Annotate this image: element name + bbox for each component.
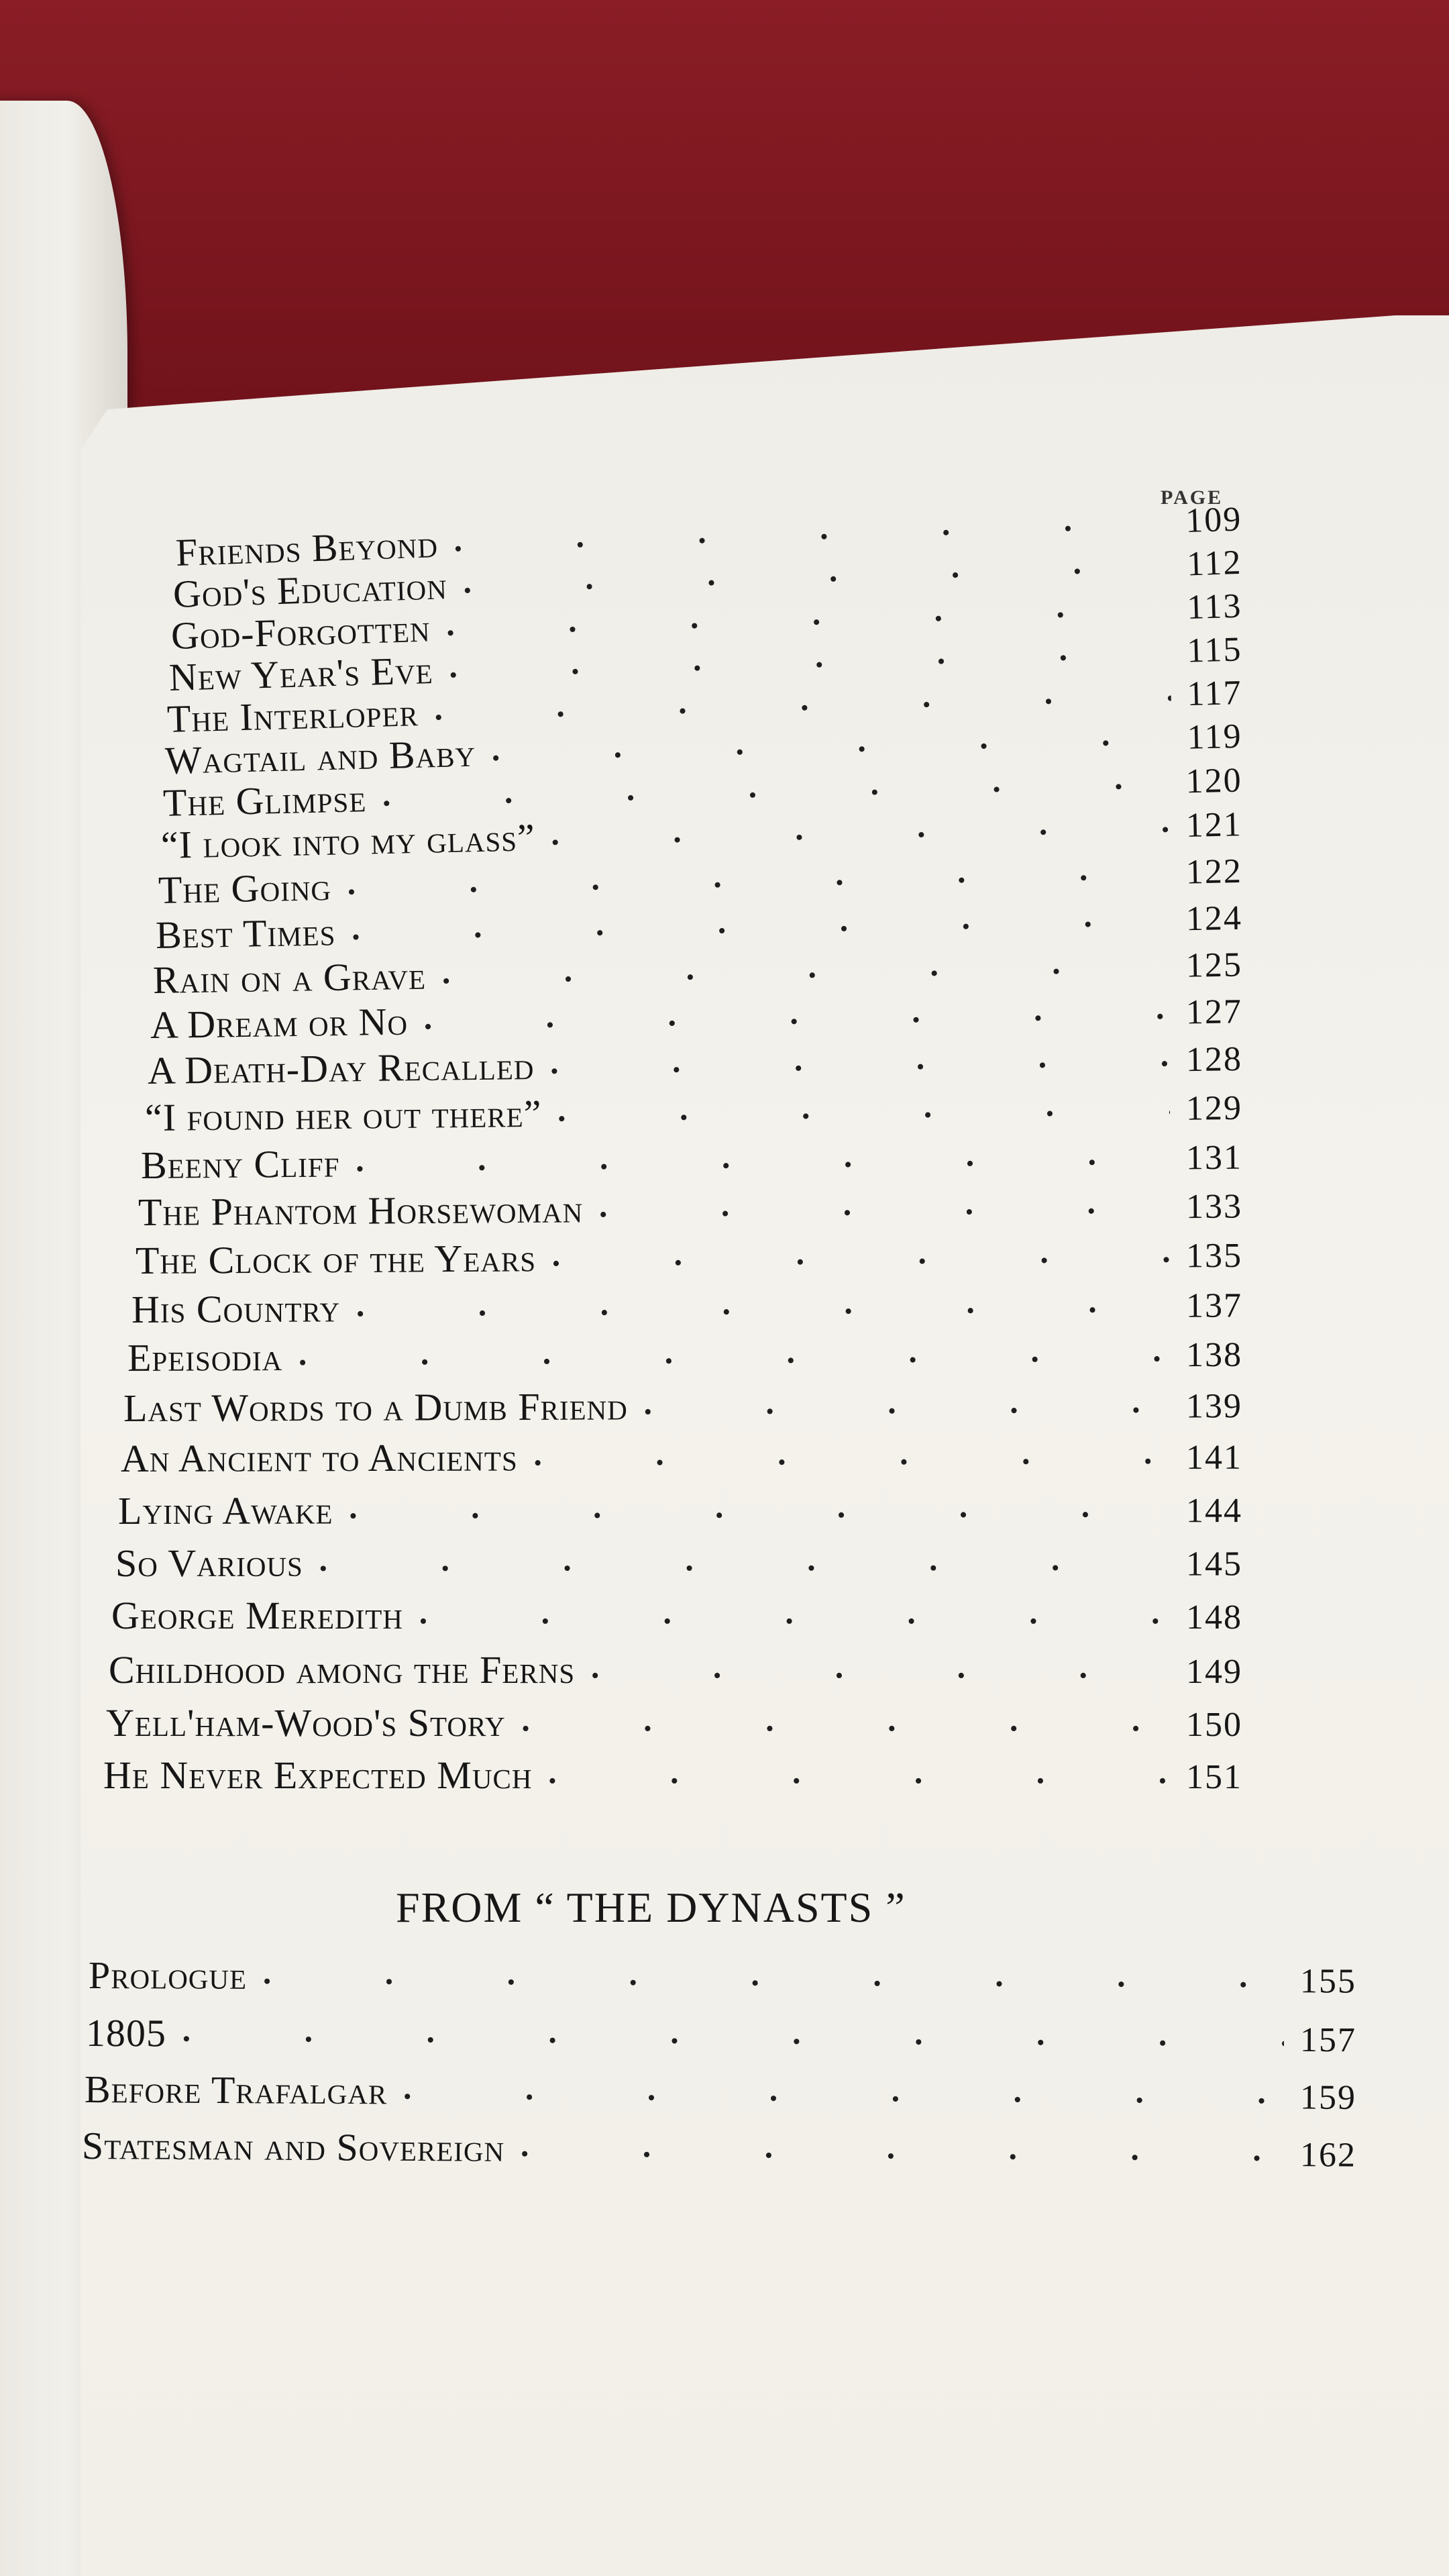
dot-leader xyxy=(521,2126,1284,2175)
toc-entry xyxy=(86,2010,1356,2061)
toc-entry-page: 127 xyxy=(1185,992,1243,1032)
toc-entry xyxy=(131,1281,1242,1332)
toc-entry-page: 137 xyxy=(1185,1286,1243,1325)
dot-leader xyxy=(548,1753,1170,1798)
toc-entry-page: 141 xyxy=(1185,1438,1243,1477)
dot-leader xyxy=(349,1486,1170,1533)
dot-leader xyxy=(356,1134,1170,1186)
toc-entry-title: He Never Expected Much xyxy=(103,1753,533,1797)
toc-entry-page: 109 xyxy=(1185,500,1243,541)
toc-entry-page: 117 xyxy=(1186,674,1243,714)
toc-entry xyxy=(127,1331,1242,1380)
toc-entry-title: A Death-Day Recalled xyxy=(147,1043,535,1092)
toc-entry xyxy=(111,1593,1242,1638)
toc-entry-title: The Phantom Horsewoman xyxy=(138,1187,584,1234)
toc-entry-page: 124 xyxy=(1185,898,1243,939)
toc-entry-title: The Going xyxy=(158,865,332,912)
toc-entry-page: 135 xyxy=(1185,1236,1243,1276)
toc-entry-page: 148 xyxy=(1186,1598,1242,1637)
toc-entry xyxy=(141,1133,1243,1188)
toc-entry-title: God's Education xyxy=(172,564,448,616)
toc-entry-title: George Meredith xyxy=(111,1594,403,1637)
toc-entry-page: 157 xyxy=(1299,2020,1357,2060)
toc-entry-title: Wagtail and Baby xyxy=(164,731,476,782)
toc-entry-page: 125 xyxy=(1185,945,1243,985)
toc-entry-page: 139 xyxy=(1185,1387,1243,1426)
toc-entry-title: Yell'ham-Wood's Story xyxy=(106,1701,506,1745)
toc-entry xyxy=(138,1182,1242,1235)
dot-leader xyxy=(419,1593,1170,1638)
toc-entry xyxy=(82,2123,1356,2176)
toc-entry-title: Last Words to a Dumb Friend xyxy=(123,1384,628,1430)
toc-entry-page: 113 xyxy=(1186,586,1243,627)
toc-entry-page: 112 xyxy=(1186,543,1243,584)
toc-entry-page: 155 xyxy=(1299,1962,1357,2001)
toc-entry xyxy=(123,1382,1242,1431)
toc-entry-title: A Dream or No xyxy=(150,999,409,1047)
toc-entry-title: The Clock of the Years xyxy=(135,1236,537,1282)
toc-entry-title: So Various xyxy=(115,1541,303,1585)
dot-leader xyxy=(522,1700,1170,1745)
dot-leader xyxy=(356,1282,1170,1331)
dot-leader xyxy=(263,1953,1284,2002)
toc-entry-title: Childhood among the Ferns xyxy=(109,1648,576,1692)
dot-leader xyxy=(599,1182,1170,1231)
toc-entry-title: Prologue xyxy=(88,1953,248,1998)
toc-entry xyxy=(121,1433,1242,1481)
toc-entry-page: 133 xyxy=(1185,1187,1243,1227)
dot-leader xyxy=(591,1647,1170,1692)
toc-entry-page: 129 xyxy=(1185,1088,1243,1128)
toc-entry-page: 128 xyxy=(1185,1040,1243,1080)
toc-entry-page: 122 xyxy=(1185,852,1243,892)
toc-entry-page: 138 xyxy=(1185,1335,1243,1375)
toc-entry-page: 115 xyxy=(1186,630,1243,670)
toc-entry-page: 120 xyxy=(1185,761,1243,801)
dot-leader xyxy=(299,1331,1170,1380)
toc-entry-title: Friends Beyond xyxy=(174,522,439,574)
dot-leader xyxy=(550,1035,1170,1088)
page-column-label: PAGE xyxy=(1161,486,1224,509)
toc-entry-page: 145 xyxy=(1185,1545,1243,1584)
toc-entry xyxy=(85,2067,1356,2118)
dot-leader xyxy=(182,2011,1284,2061)
dot-leader xyxy=(534,1433,1170,1480)
toc-entry-page: 159 xyxy=(1299,2078,1357,2117)
toc-entry-title: The Glimpse xyxy=(162,776,367,825)
dot-leader xyxy=(403,2068,1284,2118)
dot-leader xyxy=(319,1540,1170,1586)
toc-entry-page: 119 xyxy=(1186,717,1243,757)
toc-entry-title: New Year's Eve xyxy=(168,648,434,699)
section-heading: FROM “ THE DYNASTS ” xyxy=(396,1884,906,1931)
toc-entry-title: Lying Awake xyxy=(117,1488,333,1533)
toc-entry-page: 150 xyxy=(1186,1706,1242,1744)
toc-entry-title: God-Forgotten xyxy=(170,606,431,658)
dot-leader xyxy=(423,988,1170,1044)
toc-entry-title: “I look into my glass” xyxy=(160,815,536,867)
dot-leader xyxy=(557,1084,1170,1136)
toc-entry-title: Statesman and Sovereign xyxy=(81,2124,505,2170)
toc-entry xyxy=(118,1486,1242,1533)
toc-entry-title: “I found her out there” xyxy=(144,1091,542,1139)
toc-entry-page: 162 xyxy=(1299,2136,1357,2175)
toc-entry-page: 131 xyxy=(1185,1138,1243,1178)
toc-entry xyxy=(103,1753,1242,1798)
toc-entry-title: Epeisodia xyxy=(127,1335,283,1380)
toc-entry xyxy=(89,1953,1356,2002)
toc-entry-page: 151 xyxy=(1186,1758,1242,1796)
toc-entry xyxy=(136,1231,1242,1283)
toc-entry-title: Before Trafalgar xyxy=(84,2067,388,2113)
toc-entry xyxy=(145,1084,1243,1140)
toc-entry-title: 1805 xyxy=(85,2011,167,2055)
dot-leader xyxy=(552,1232,1170,1281)
toc-entry-page: 121 xyxy=(1185,805,1243,845)
toc-entry-title: An Ancient to Ancients xyxy=(120,1435,518,1480)
toc-entry-title: The Interloper xyxy=(166,690,419,741)
dot-leader xyxy=(644,1382,1170,1429)
toc-entry xyxy=(115,1540,1242,1586)
toc-entry-page: 144 xyxy=(1185,1492,1243,1531)
toc-entry-title: Rain on a Grave xyxy=(152,954,427,1002)
toc-entry xyxy=(109,1647,1242,1692)
toc-entry-title: Beeny Cliff xyxy=(140,1141,340,1187)
toc-entry-page: 149 xyxy=(1186,1653,1242,1691)
toc-entry-title: Best Times xyxy=(155,910,336,957)
toc-entry-title: His Country xyxy=(131,1286,341,1331)
toc-entry xyxy=(106,1700,1242,1745)
